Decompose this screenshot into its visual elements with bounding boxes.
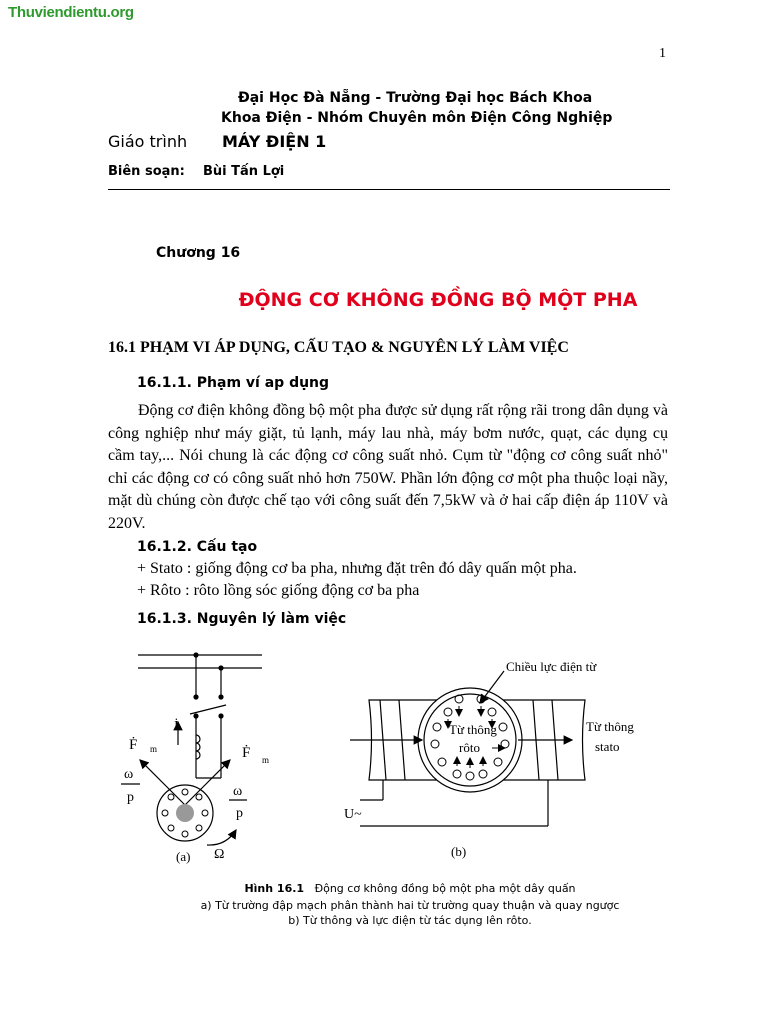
page-number: 1 [659,46,666,61]
caption-desc: Động cơ không đồng bộ một pha một dây quấn [314,882,576,895]
course-label: Giáo trình [108,132,188,151]
figure-caption [100,882,720,895]
section-title: 16.1 PHẠM VI ÁP DỤNG, CẤU TẠO & NGUYÊN LÝ LÀM VIỆC [108,339,569,356]
force-label-right: Ḟ [242,745,251,761]
force-sub-right: m [262,755,270,765]
course-title: MÁY ĐIỆN 1 [222,132,327,151]
force-sub-left: m [150,744,158,754]
site-logo[interactable]: Thuviendientu.org [8,4,134,21]
chapter-label: Chương 16 [156,245,241,261]
rotor-flux-label-2: rôto [459,740,480,755]
chapter-title: ĐỘNG CƠ KHÔNG ĐỒNG BỘ MỘT PHA [238,289,638,311]
faculty-line: Khoa Điện - Nhóm Chuyên môn Điện Công Nghiệp [221,110,613,126]
author-name: Bùi Tấn Lợi [203,164,285,179]
figure-a-rotor [157,785,213,841]
caption-title: Hình 16.1 [244,882,305,895]
p-label-left: p [127,790,134,805]
caption-a: a) Từ trường đập mạch phân thành hai từ trường quay thuận và quay ngược [200,899,620,912]
big-omega-label: Ω [214,847,225,862]
university-line: Đại Học Đà Nẵng - Trường Đại học Bách Khoa [238,90,593,106]
voltage-label: U~ [344,807,362,822]
stator-flux-label-2: stato [595,739,620,754]
figure-a-label: (a) [176,849,191,864]
force-direction-label: Chiều lực điện từ [506,659,597,674]
p-label-right: p [236,806,243,821]
figure-b-label: (b) [451,844,467,859]
rotor-flux-label-1: Từ thông [449,722,497,737]
force-label-left: Ḟ [129,737,138,753]
omega-label-right: ω [233,784,243,799]
omega-label-left: ω [124,767,134,782]
structure-rotor-line: + Rôto : rôto lồng sóc giống động cơ ba pha [137,582,420,599]
stator-flux-label-1: Từ thông [586,719,634,734]
current-label: İ [174,719,179,734]
scope-paragraph: Động cơ điện không đồng bộ một pha được sử dụng rất rộng rãi trong dân dụng và công nghiệp như máy giặt, tủ lạnh, máy lau nhà, máy bơm nước, quạt, các dụng cụ cầm tay,... Nói chung là các động cơ công suất nhỏ. Cụm từ "động cơ công suất nhỏ" chỉ các động cơ có công suất nhỏ hơn 750W. Phần lớn động cơ một pha thuộc loại nầy, mặt dù chúng còn được chế tạo với công suất đến 7,5kW và ở hai cấp điện áp 110V và 220V. [108,402,668,532]
subsection-structure-title: 16.1.2. Cấu tạo [137,539,258,555]
subsection-principle-title: 16.1.3. Nguyên lý làm việc [137,611,347,627]
subsection-scope-title: 16.1.1. Phạm ví ap dụng [137,375,330,391]
structure-stator-line: + Stato : giống động cơ ba pha, nhưng đặt trên đó dây quấn một pha. [137,560,577,577]
caption-b: b) Từ thông và lực điện từ tác dụng lên rôto. [288,914,532,927]
author-label: Biên soạn: [108,164,185,179]
